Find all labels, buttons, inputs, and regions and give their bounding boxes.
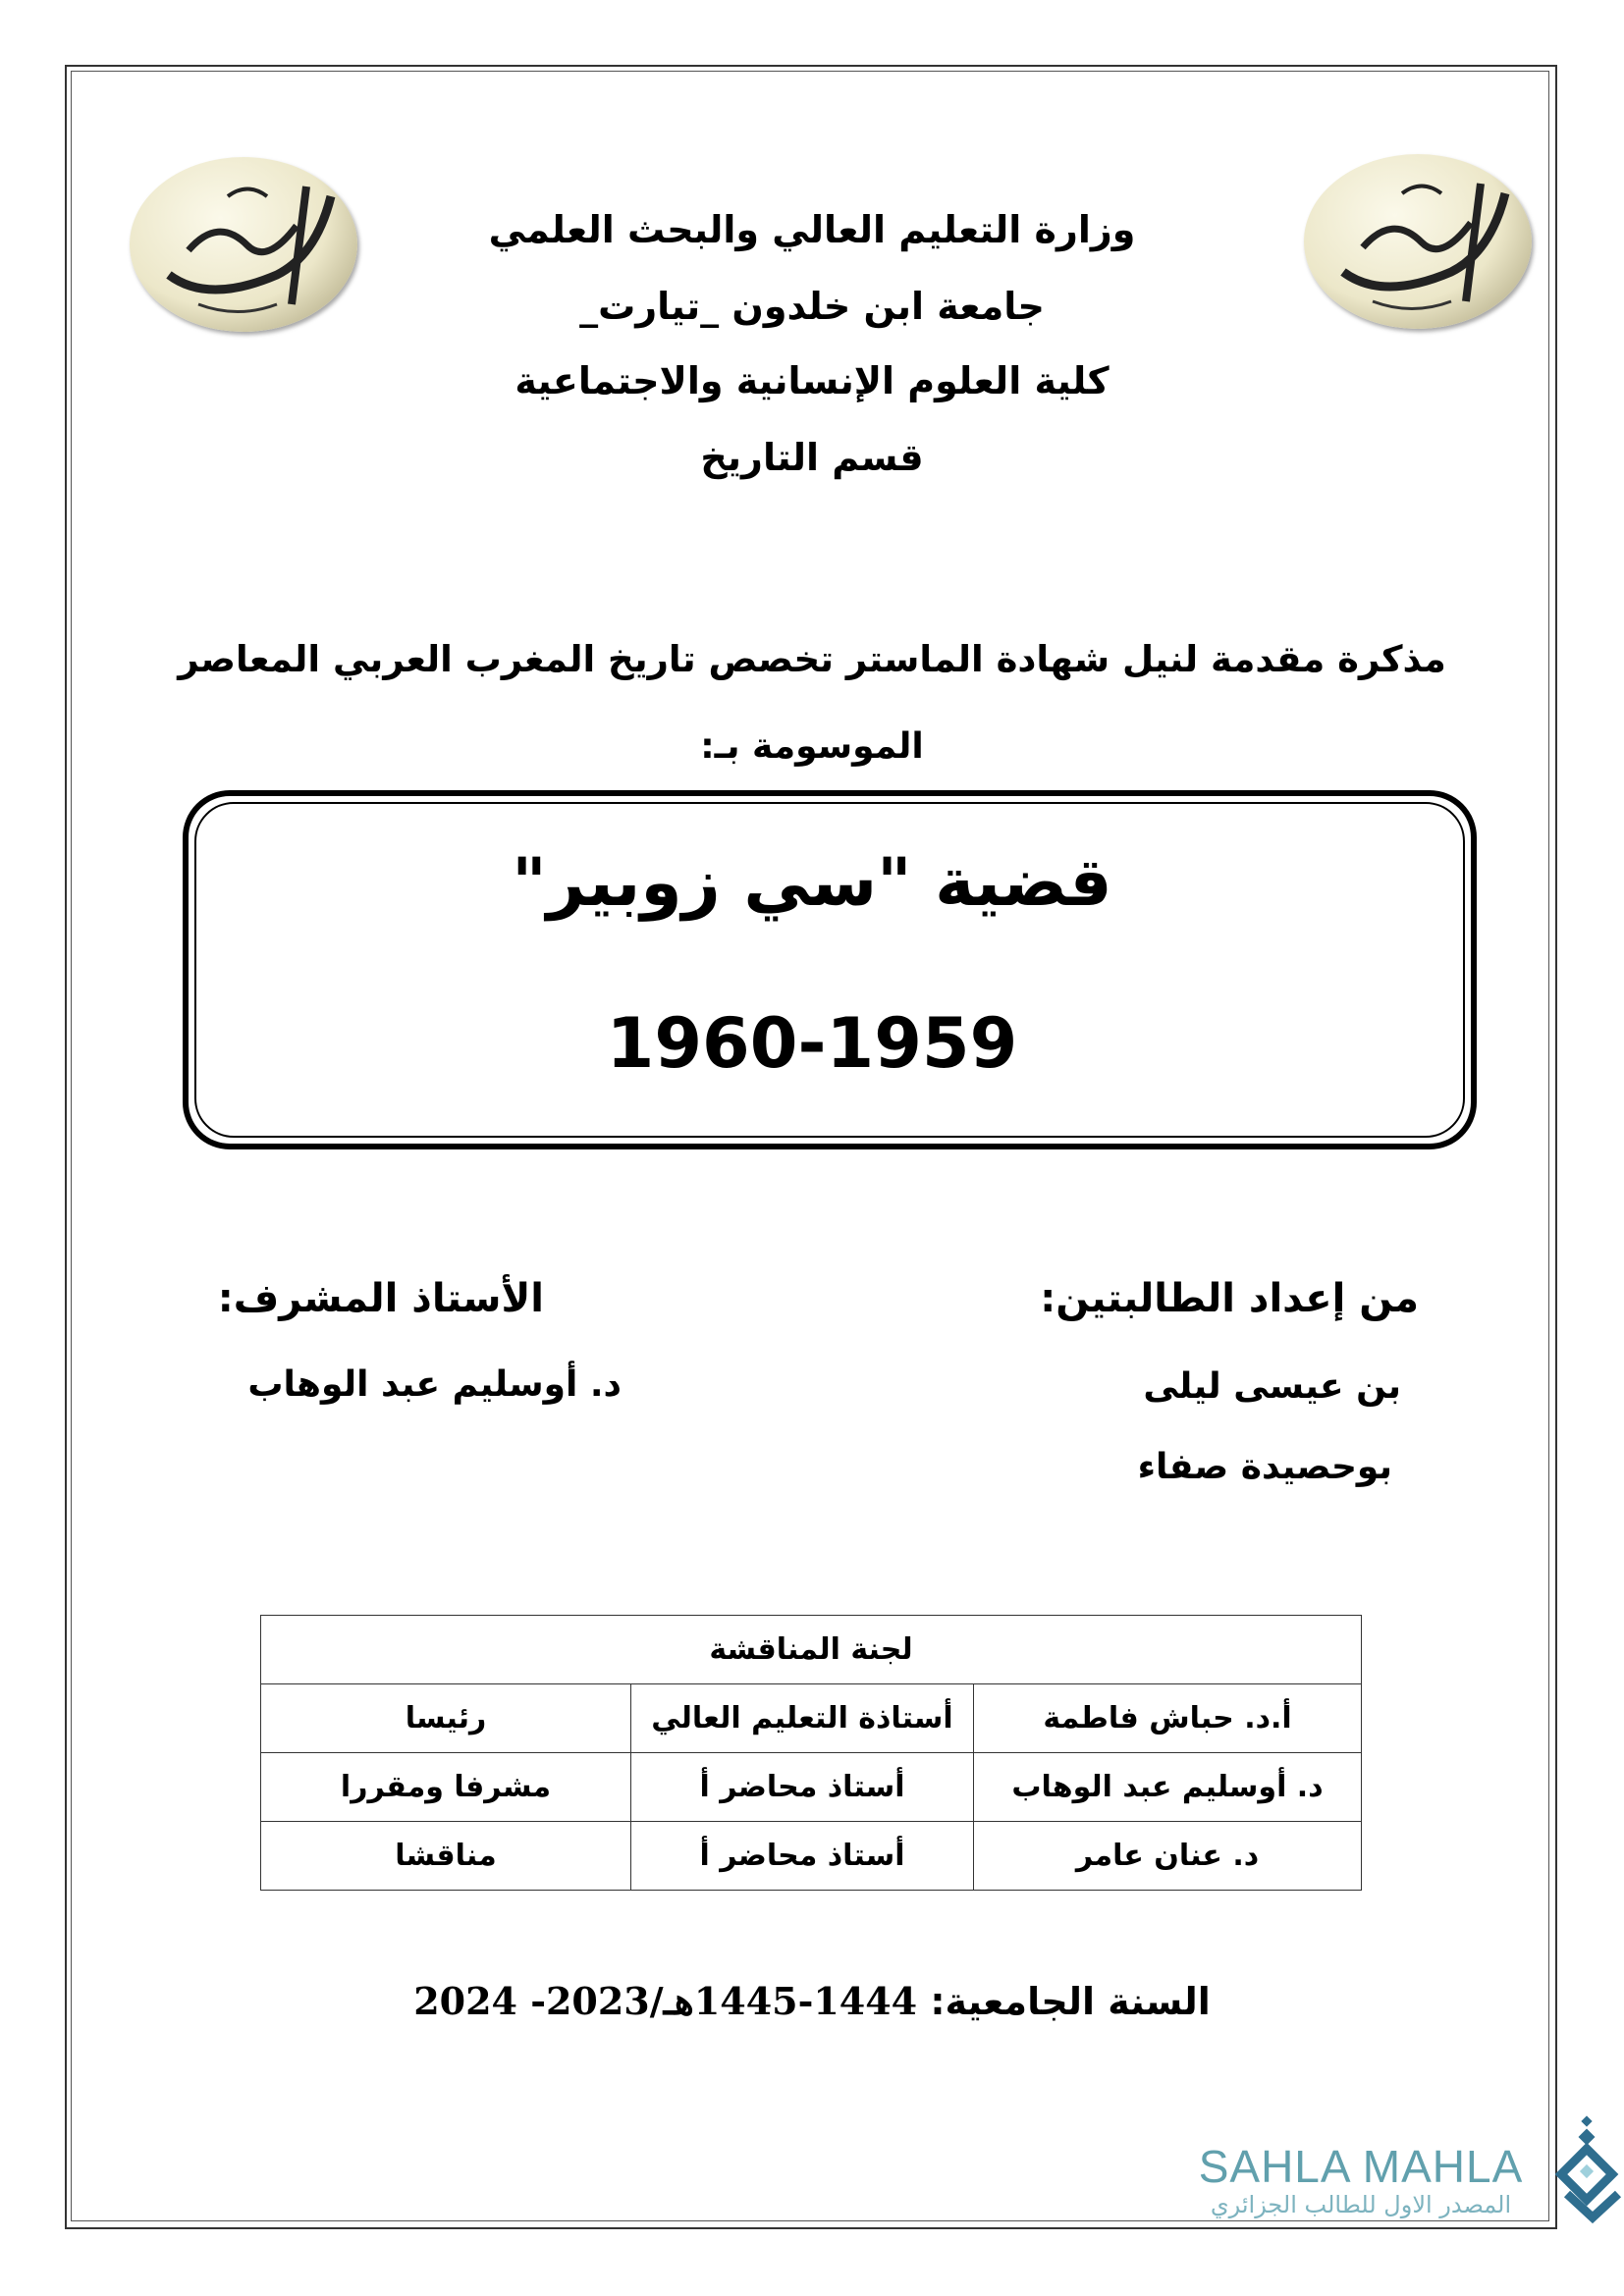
department-name: قسم التاريخ bbox=[700, 436, 924, 479]
member-rank: أستاذ محاضر أ bbox=[631, 1753, 974, 1822]
member-rank: أستاذة التعليم العالي bbox=[631, 1684, 974, 1753]
table-row bbox=[261, 1822, 1362, 1891]
academic-year-label: السنة الجامعية: bbox=[930, 1980, 1211, 2023]
student-name: بوحصيدة صفاء bbox=[1137, 1447, 1392, 1487]
table-row bbox=[261, 1684, 1362, 1753]
member-name: أ.د. حباش فاطمة bbox=[974, 1684, 1362, 1753]
academic-year-value: 1444-1445هـ/2023- 2024 bbox=[413, 1979, 918, 2023]
watermark-tagline: المصدر الاول للطالب الجزائري bbox=[1210, 2191, 1512, 2218]
watermark-brand: SAHLA MAHLA bbox=[1198, 2141, 1524, 2192]
table-row bbox=[261, 1753, 1362, 1822]
thesis-description: مذكرة مقدمة لنيل شهادة الماستر تخصص تاريخ المغرب العربي المعاصر bbox=[178, 638, 1446, 680]
supervisor-name: د. أوسليم عبد الوهاب bbox=[247, 1364, 622, 1405]
member-name: د. أوسليم عبد الوهاب bbox=[974, 1753, 1362, 1822]
member-rank: أستاذ محاضر أ bbox=[631, 1822, 974, 1891]
students-label: من إعداد الطالبتين: bbox=[1040, 1276, 1419, 1321]
committee-table bbox=[260, 1615, 1362, 1891]
member-name: د. عنان عامر bbox=[974, 1822, 1362, 1891]
faculty-name: كلية العلوم الإنسانية والاجتماعية bbox=[514, 359, 1110, 402]
member-role: مشرفا ومقررا bbox=[261, 1753, 631, 1822]
thesis-years: 1960-1959 bbox=[606, 1003, 1018, 1084]
table-header-row bbox=[261, 1616, 1362, 1684]
thesis-title: قضية "سي زوبير" bbox=[512, 844, 1112, 922]
academic-year bbox=[0, 1979, 1624, 2023]
university-name: جامعة ابن خلدون _تيارت_ bbox=[579, 285, 1045, 328]
ministry-name: وزارة التعليم العالي والبحث العلمي bbox=[488, 208, 1136, 251]
sahla-mahla-logo-icon bbox=[1553, 2115, 1622, 2223]
thesis-entitled-label: الموسومة بـ: bbox=[700, 726, 924, 767]
member-role: رئيسا bbox=[261, 1684, 631, 1753]
member-role: مناقشا bbox=[261, 1822, 631, 1891]
student-name: بن عيسى ليلى bbox=[1143, 1366, 1401, 1407]
supervisor-label: الأستاذ المشرف: bbox=[217, 1276, 544, 1321]
committee-title: لجنة المناقشة bbox=[261, 1616, 1362, 1684]
